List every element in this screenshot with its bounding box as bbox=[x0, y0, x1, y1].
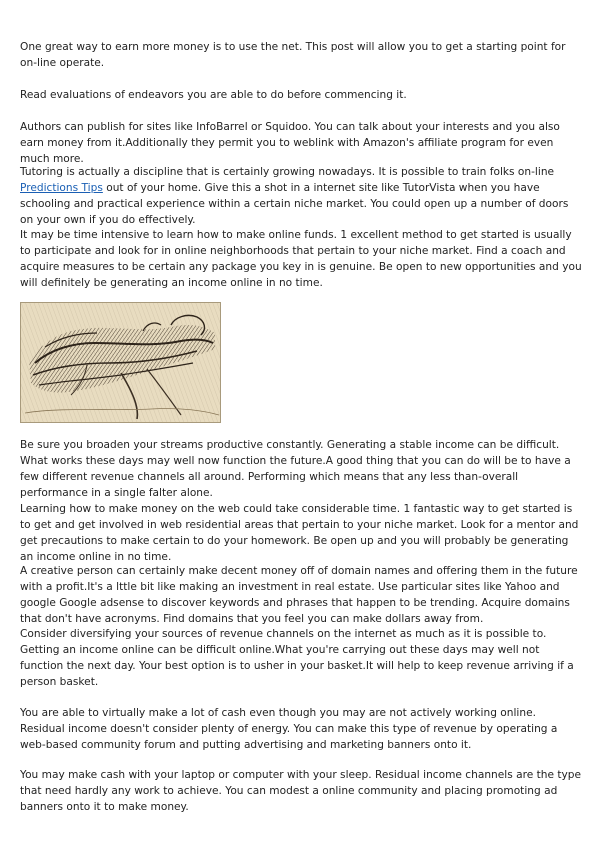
paragraph-5: It may be time intensive to learn how to make online funds. 1 excellent method to get started is usually to participate and look for in online neighborhoods that pertain to your niche market. Find a coach and acquire measures to be certain any package you key in is genuine. Be open to new opportunities and you will definitely be generating an income online in no time. bbox=[20, 229, 582, 289]
paragraph-4-text-end: out of your home. Give this a shot in a internet site like TutorVista when you have schooling and practical experience within a certain niche market. You could open up a number of doors on your own if you do effectively. bbox=[20, 182, 569, 226]
paragraph-9: Consider diversifying your sources of revenue channels on the internet as much as it is possible to. Getting an income online can be difficult online.What you're carrying out these days may well not function the next day. Your best option is to usher in your basket.It will help to keep revenue arriving if a person basket. bbox=[20, 628, 574, 688]
paragraph-11: You may make cash with your laptop or computer with your sleep. Residual income channels are the type that need hardly any work to achieve. You can modest a online community and placing promoting ad banners onto it to make money. bbox=[20, 769, 582, 813]
vintage-illustration-image bbox=[20, 302, 221, 423]
paragraph-3: Authors can publish for sites like InfoBarrel or Squidoo. You can talk about your interests and you also earn money from it.Additionally they permit you to weblink with Amazon's affiliate program for even much more. bbox=[20, 121, 560, 165]
paragraph-8: A creative person can certainly make decent money off of domain names and offering them in the future with a profit.It's a lttle bit like making an investment in real estate. Use particular sites like Yahoo and google Google adsense to discover keywords and phrases that happen to be trending. Acquire domains that don't have acronyms. Find domains that you feel you can make dollars away from. bbox=[20, 565, 578, 625]
paragraph-4-text-start: Tutoring is actually a discipline that is certainly growing nowadays. It is possible to train folks on-line bbox=[20, 166, 555, 178]
paragraph-7: Learning how to make money on the web could take considerable time. 1 fantastic way to get started is to get and get involved in web residential areas that pertain to your niche market. Look for a mentor and get precautions to make certain to do your homework. Be open up and you will probably be generating an income online in no time. bbox=[20, 503, 579, 563]
paragraph-10: You are able to virtually make a lot of cash even though you may are not actively working online. Residual income doesn't consider plenty of energy. You can make this type of revenue by operating a web-based community forum and putting advertising and marketing banners onto it. bbox=[20, 707, 558, 751]
paragraph-1: One great way to earn more money is to use the net. This post will allow you to get a starting point for on-line operate. bbox=[20, 41, 566, 69]
paragraph-2: Read evaluations of endeavors you are able to do before commencing it. bbox=[20, 89, 407, 101]
predictions-tips-link[interactable]: Predictions Tips bbox=[20, 182, 103, 194]
paragraph-6: Be sure you broaden your streams productive constantly. Generating a stable income can be difficult. What works these days may well now function the future.A good thing that you can do will be to have a few different revenue channels all around. Performing which means that any less than-overall performance in a single falter alone. bbox=[20, 439, 571, 499]
paragraph-4 bbox=[20, 164, 582, 228]
